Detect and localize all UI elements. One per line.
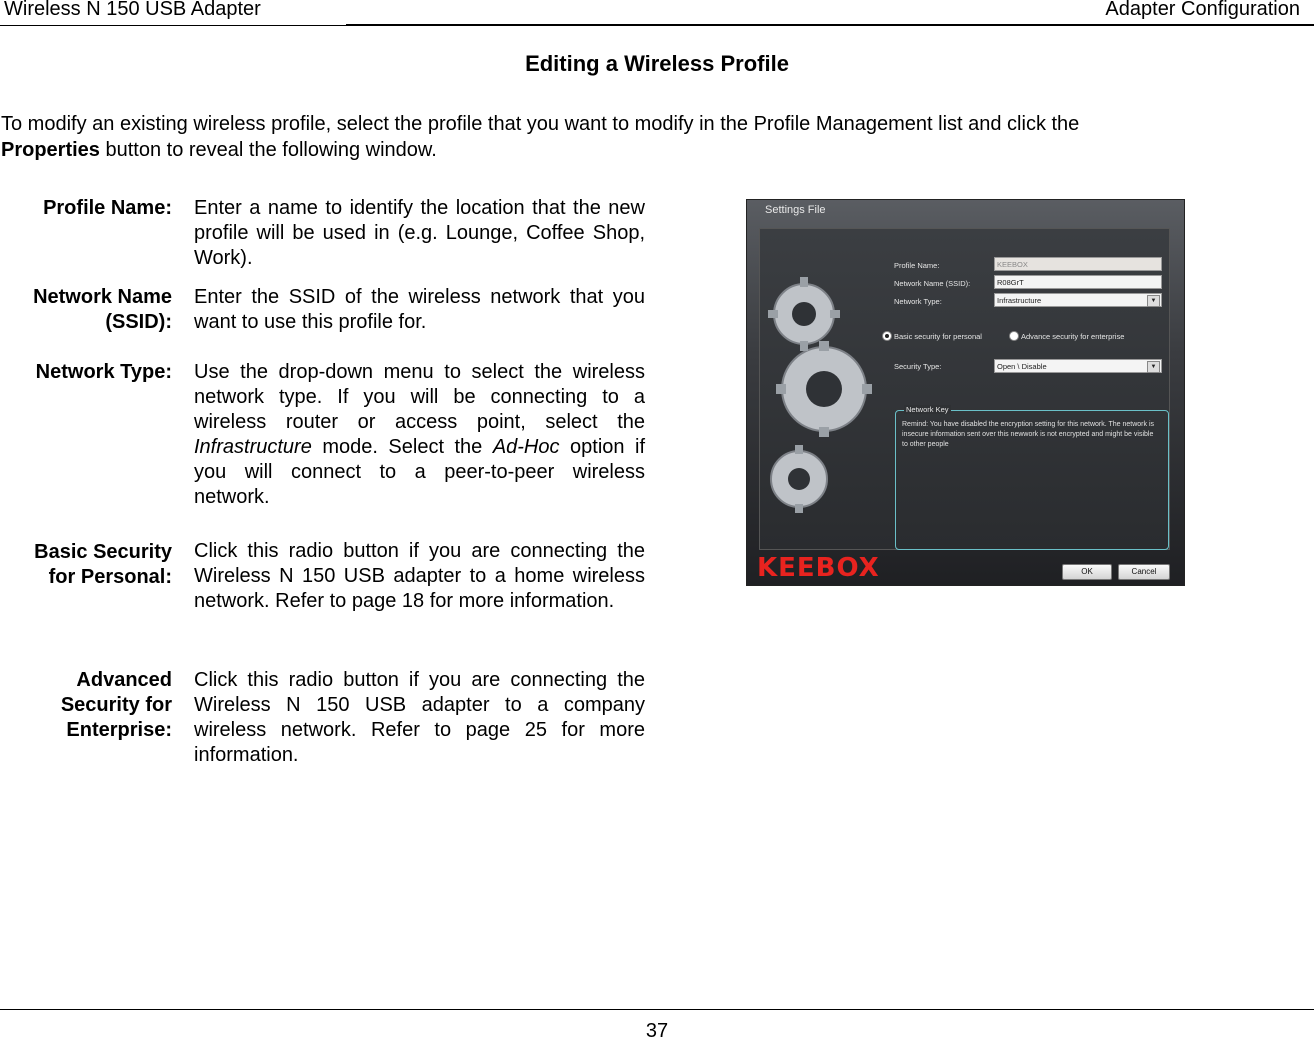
intro-paragraph [1, 111, 1291, 163]
term-network-name [33, 285, 172, 335]
network-type-label: Network Type: [894, 297, 942, 306]
term-line: for Personal: [48, 566, 172, 588]
keebox-logo: KEEBOX [757, 553, 880, 583]
term-network-type: Network Type: [35, 361, 172, 383]
security-type-label: Security Type: [894, 362, 942, 371]
cancel-button[interactable]: Cancel [1118, 564, 1170, 580]
profile-name-input[interactable]: KEEBOX [994, 257, 1162, 271]
term-advanced-security [61, 668, 172, 743]
network-key-reminder: Remind: You have disabled the encryption setting for this network. The network is insecure information sent over this newwork is not encrypted and might be visible to other people [902, 421, 1155, 448]
desc-text: Use the drop-down menu to select the wireless network type. If you will be connecting to a wireless router or access point, select the [194, 361, 645, 433]
term-profile-name: Profile Name: [43, 197, 172, 219]
settings-window-title: Settings File [765, 204, 826, 216]
ok-button[interactable]: OK [1062, 564, 1112, 580]
header-rule-left [0, 25, 346, 26]
header-doc-title: Wireless N 150 USB Adapter [4, 0, 261, 20]
radio-basic-security[interactable] [882, 331, 892, 341]
term-line: Security for [60, 694, 172, 716]
gears-icon [764, 259, 874, 539]
radio-advanced-security[interactable] [1009, 331, 1019, 341]
intro-text-2: button to reveal the following window. [99, 139, 437, 161]
chevron-down-icon[interactable]: ▼ [1147, 361, 1160, 373]
intro-text-1: To modify an existing wireless profile, select the profile that you want to modify in the Profile Management list and click the [1, 113, 1080, 135]
term-line: (SSID): [105, 311, 172, 333]
network-type-select[interactable] [994, 293, 1162, 307]
desc-network-name: Enter the SSID of the wireless network that you want to use this profile for. [194, 286, 645, 333]
header-rule-right [346, 24, 1314, 26]
network-key-group [895, 405, 1169, 550]
chevron-down-icon[interactable]: ▼ [1147, 295, 1160, 307]
intro-bold-properties: Properties [1, 139, 100, 161]
term-line: Enterprise: [66, 719, 172, 741]
ssid-input[interactable]: R08GrT [994, 275, 1162, 289]
radio-basic-label: Basic security for personal [894, 332, 982, 341]
ssid-label: Network Name (SSID): [894, 279, 971, 288]
security-type-select[interactable] [994, 359, 1162, 373]
desc-network-type [194, 360, 645, 510]
desc-advanced-security: Click this radio button if you are connecting the Wireless N 150 USB adapter to a company wireless network. Refer to page 25 for more information. [194, 669, 645, 766]
term-line: Basic Security [34, 541, 172, 563]
network-type-value: Infrastructure [997, 296, 1042, 305]
security-type-value: Open \ Disable [997, 362, 1047, 371]
network-key-legend: Network Key [906, 405, 949, 414]
page-title: Editing a Wireless Profile [525, 51, 789, 76]
term-basic-security [34, 540, 172, 590]
settings-panel [759, 228, 1170, 550]
profile-name-label: Profile Name: [894, 261, 940, 270]
desc-italic-adhoc: Ad-Hoc [492, 436, 560, 458]
desc-profile-name: Enter a name to identify the location that the new profile will be used in (e.g. Lounge, Coffee Shop, Work). [194, 197, 645, 269]
desc-basic-security: Click this radio button if you are connecting the Wireless N 150 USB adapter to a home wireless network. Refer to page 18 for more information. [194, 540, 645, 612]
term-line: Advanced [76, 669, 172, 691]
radio-advanced-label: Advance security for enterprise [1021, 332, 1125, 341]
desc-text: option if you will connect to a peer-to-peer wireless network. [194, 436, 646, 508]
settings-screenshot [746, 199, 1185, 586]
page-number: 37 [645, 1020, 669, 1042]
term-line: Network Name [33, 286, 172, 308]
header-section-title: Adapter Configuration [1105, 0, 1300, 20]
desc-italic-infrastructure: Infrastructure [194, 436, 312, 458]
desc-text: mode. Select the [311, 436, 493, 458]
footer-rule [0, 1009, 1314, 1010]
